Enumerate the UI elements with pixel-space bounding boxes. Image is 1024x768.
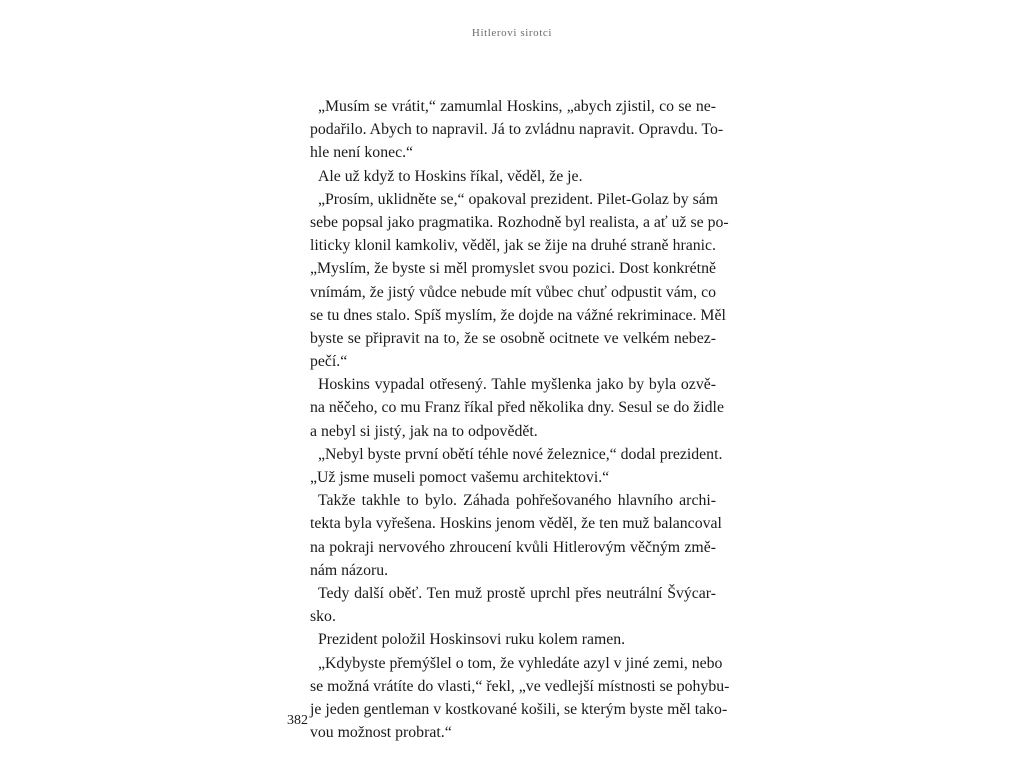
- body-text: [310, 95, 730, 744]
- text-line: na pokraji nervového zhroucení kvůli Hitlerovým věčným změ-: [310, 538, 716, 556]
- text-line: Takže takhle to bylo. Záhada pohřešovaného hlavního archi-: [318, 492, 716, 510]
- text-line: na něčeho, co mu Franz říkal před několika dny. Sesul se do židle: [310, 399, 724, 417]
- text-line: „Musím se vrátit,“ zamumlal Hoskins, „abych zjistil, co se ne-: [318, 98, 716, 115]
- text-line: „Myslím, že byste si měl promyslet svou pozici. Dost konkrétně: [310, 260, 716, 278]
- text-line: je jeden gentleman v kostkované košili, se kterým byste měl tako-: [310, 700, 728, 718]
- text-line: liticky klonil kamkoliv, věděl, jak se žije na druhé straně hranic.: [310, 237, 716, 255]
- text-line: sebe popsal jako pragmatika. Rozhodně byl realista, a ať už se po-: [310, 213, 729, 231]
- text-line: tekta byla vyřešena. Hoskins jenom věděl, že ten muž balancoval: [310, 515, 722, 533]
- page-number: 382: [287, 713, 308, 728]
- text-line: podařilo. Abych to napravil. Já to zvládnu napravit. Opravdu. To-: [310, 121, 724, 139]
- text-line: „Nebyl byste první obětí téhle nové železnice,“ dodal prezident.: [318, 445, 723, 463]
- text-line: pečí.“: [310, 353, 348, 371]
- running-head: Hitlerovi sirotci: [471, 27, 553, 39]
- text-line: vnímám, že jistý vůdce nebude mít vůbec chuť odpustit vám, co: [310, 283, 716, 301]
- text-line: byste se připravit na to, že se osobně ocitnete ve velkém nebez-: [310, 329, 716, 347]
- text-line: Tedy další oběť. Ten muž prostě uprchl přes neutrální Švýcar-: [318, 584, 716, 602]
- text-line: Hoskins vypadal otřesený. Tahle myšlenka jako by byla ozvě-: [318, 376, 716, 394]
- text-line: Prezident položil Hoskinsovi ruku kolem ramen.: [318, 631, 626, 649]
- text-line: a nebyl si jistý, jak na to odpovědět.: [310, 422, 538, 440]
- text-line: Ale už když to Hoskins říkal, věděl, že je.: [318, 167, 583, 185]
- text-line: nám názoru.: [310, 561, 389, 579]
- text-line: sko.: [310, 608, 336, 626]
- text-line: se tu dnes stalo. Spíš myslím, že dojde na vážné rekriminace. Měl: [310, 306, 726, 324]
- text-line: hle není konec.“: [310, 144, 414, 162]
- text-line: „Prosím, uklidněte se,“ opakoval prezident. Pilet-Golaz by sám: [318, 190, 719, 208]
- text-line: „Už jsme museli pomoct vašemu architektovi.“: [310, 469, 610, 486]
- text-line: „Kdybyste přemýšlel o tom, že vyhledáte azyl v jiné zemi, nebo: [318, 654, 723, 672]
- text-line: vou možnost probrat.“: [310, 724, 452, 742]
- text-line: se možná vrátíte do vlasti,“ řekl, „ve vedlejší místnosti se pohybu-: [310, 677, 730, 695]
